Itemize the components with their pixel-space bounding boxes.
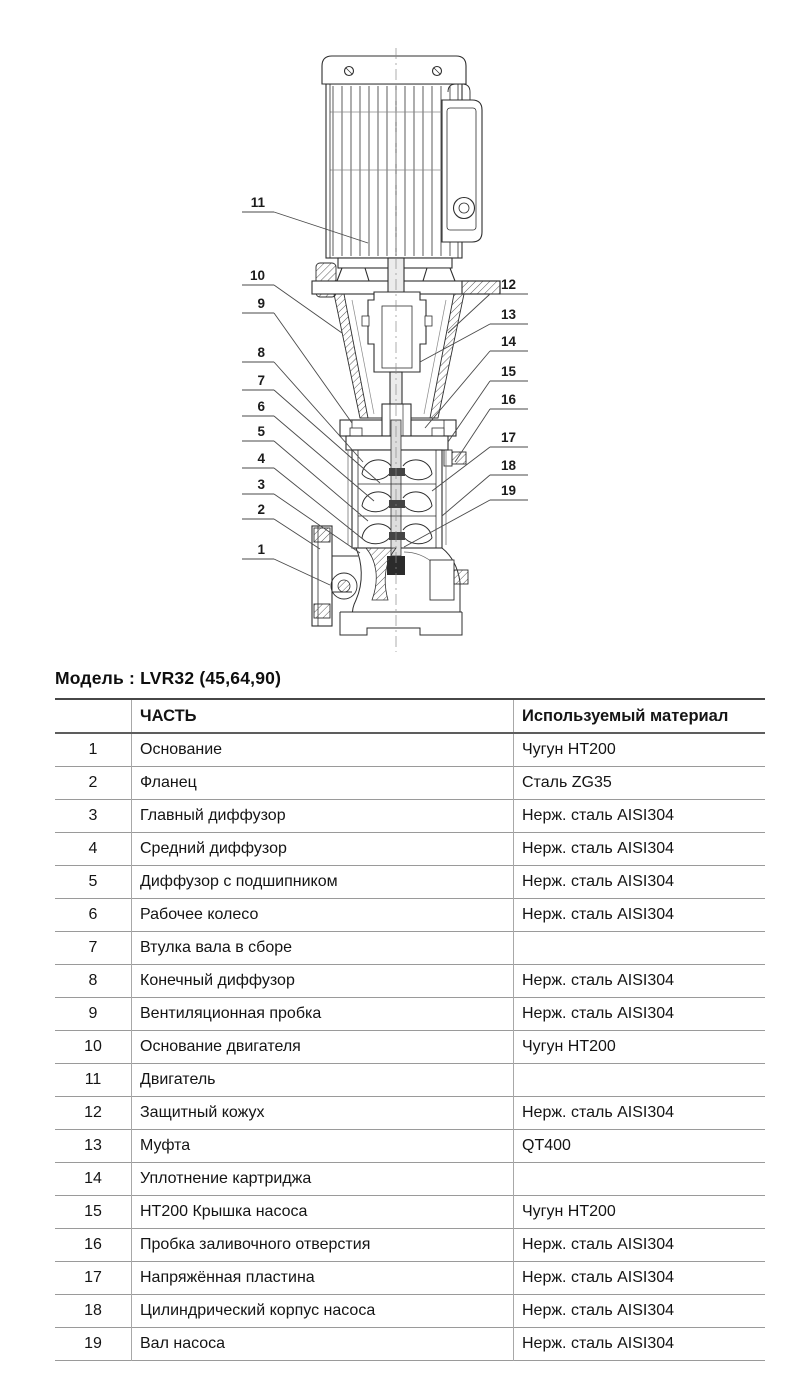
part-name: Цилиндрический корпус насоса — [132, 1295, 514, 1328]
part-number: 8 — [55, 965, 132, 998]
part-material: Нерж. сталь AISI304 — [522, 807, 675, 824]
part-material: QT400 — [522, 1137, 571, 1154]
part-name: HT200 Крышка насоса — [132, 1196, 514, 1229]
callout-leader-line — [448, 381, 490, 442]
part-number: 4 — [55, 833, 132, 866]
table-row — [55, 1097, 765, 1130]
part-number: 3 — [55, 800, 132, 833]
callout-number: 12 — [501, 277, 517, 292]
model-title: Модель : LVR32 (45,64,90) — [55, 668, 282, 688]
motor-cap — [322, 56, 466, 84]
table-header-row — [55, 699, 765, 733]
header-material-column: Используемый материал — [522, 706, 729, 725]
part-name: Напряжённая пластина — [132, 1262, 514, 1295]
callout-number: 10 — [249, 268, 265, 283]
table-row — [55, 1130, 765, 1163]
callout-4 — [242, 451, 364, 540]
part-number: 5 — [55, 866, 132, 899]
part-material: Нерж. сталь AISI304 — [522, 972, 675, 989]
callout-number: 11 — [250, 195, 265, 210]
callout-number: 7 — [257, 373, 265, 388]
callout-leader-line — [455, 409, 490, 462]
part-name: Главный диффузор — [132, 800, 514, 833]
table-row — [55, 1196, 765, 1229]
table-row — [55, 1031, 765, 1064]
part-number: 1 — [55, 733, 132, 767]
table-row — [55, 899, 765, 932]
part-number: 19 — [55, 1328, 132, 1361]
callout-16 — [455, 392, 528, 462]
part-number: 9 — [55, 998, 132, 1031]
part-material: Нерж. сталь AISI304 — [522, 873, 675, 890]
part-material: Нерж. сталь AISI304 — [522, 1302, 675, 1319]
part-material: Чугун HT200 — [522, 1203, 616, 1220]
part-number: 2 — [55, 767, 132, 800]
pump-diagram-figure — [0, 0, 800, 658]
header-part-column: ЧАСТЬ — [132, 699, 514, 733]
callout-number: 13 — [501, 307, 517, 322]
callout-number: 17 — [501, 430, 517, 445]
callout-number: 19 — [501, 483, 517, 498]
callout-number: 16 — [501, 392, 517, 407]
part-material: Нерж. сталь AISI304 — [522, 1269, 675, 1286]
part-name: Пробка заливочного отверстия — [132, 1229, 514, 1262]
part-number: 12 — [55, 1097, 132, 1130]
part-number: 7 — [55, 932, 132, 965]
motor-drawing — [322, 56, 482, 281]
part-material: Нерж. сталь AISI304 — [522, 1005, 675, 1022]
part-material: Нерж. сталь AISI304 — [522, 1335, 675, 1352]
part-name: Вал насоса — [132, 1328, 514, 1361]
part-name: Средний диффузор — [132, 833, 514, 866]
part-number: 18 — [55, 1295, 132, 1328]
part-material — [514, 932, 766, 965]
part-name: Вентиляционная пробка — [132, 998, 514, 1031]
table-row — [55, 998, 765, 1031]
part-material: Нерж. сталь AISI304 — [522, 840, 675, 857]
part-name: Рабочее колесо — [132, 899, 514, 932]
table-row — [55, 1262, 765, 1295]
table-row — [55, 1295, 765, 1328]
pump-drawing — [312, 48, 500, 652]
callout-number: 5 — [257, 424, 265, 439]
callout-number: 15 — [501, 364, 517, 379]
part-name: Защитный кожух — [132, 1097, 514, 1130]
part-material — [514, 1064, 766, 1097]
callout-number: 2 — [257, 502, 265, 517]
content-area — [55, 668, 733, 1361]
part-material: Нерж. сталь AISI304 — [522, 1236, 675, 1253]
part-number: 11 — [55, 1064, 132, 1097]
table-row — [55, 800, 765, 833]
part-material: Чугун HT200 — [522, 741, 616, 758]
callout-leader-line — [274, 313, 352, 423]
part-name: Основание — [132, 733, 514, 767]
callout-leader-line — [425, 351, 490, 428]
part-name: Двигатель — [132, 1064, 514, 1097]
callout-number: 18 — [501, 458, 517, 473]
callout-2 — [242, 502, 320, 549]
callout-number: 3 — [257, 477, 265, 492]
table-row — [55, 1064, 765, 1097]
table-row — [55, 733, 765, 767]
terminal-box — [442, 84, 482, 242]
table-row — [55, 866, 765, 899]
callout-leader-line — [274, 362, 363, 462]
table-row — [55, 965, 765, 998]
callout-number: 1 — [257, 542, 265, 557]
part-material: Нерж. сталь AISI304 — [522, 1104, 675, 1121]
callout-number: 6 — [257, 399, 265, 414]
table-row — [55, 932, 765, 965]
callout-number: 9 — [257, 296, 265, 311]
base-foot-drawing — [340, 612, 462, 635]
table-row — [55, 1328, 765, 1361]
part-name: Фланец — [132, 767, 514, 800]
part-material: Сталь ZG35 — [522, 774, 612, 791]
table-row — [55, 1229, 765, 1262]
part-number: 6 — [55, 899, 132, 932]
callout-leader-line — [442, 475, 490, 516]
part-material: Нерж. сталь AISI304 — [522, 906, 675, 923]
callout-number: 4 — [257, 451, 265, 466]
part-number: 14 — [55, 1163, 132, 1196]
part-name: Втулка вала в сборе — [132, 932, 514, 965]
fill-plug-drawing — [452, 452, 466, 464]
part-number: 10 — [55, 1031, 132, 1064]
part-name: Диффузор с подшипником — [132, 866, 514, 899]
part-name: Уплотнение картриджа — [132, 1163, 514, 1196]
table-row — [55, 1163, 765, 1196]
part-number: 13 — [55, 1130, 132, 1163]
part-material — [514, 1163, 766, 1196]
parts-table — [55, 698, 765, 1361]
part-name: Муфта — [132, 1130, 514, 1163]
coupling-drawing — [362, 292, 432, 372]
callout-number: 8 — [257, 345, 265, 360]
part-material: Чугун HT200 — [522, 1038, 616, 1055]
table-row — [55, 767, 765, 800]
callout-number: 14 — [501, 334, 517, 349]
part-number: 15 — [55, 1196, 132, 1229]
table-row — [55, 833, 765, 866]
part-name: Основание двигателя — [132, 1031, 514, 1064]
part-number: 17 — [55, 1262, 132, 1295]
header-number-column — [55, 699, 132, 733]
pump-diagram — [0, 0, 800, 658]
part-name: Конечный диффузор — [132, 965, 514, 998]
part-number: 16 — [55, 1229, 132, 1262]
